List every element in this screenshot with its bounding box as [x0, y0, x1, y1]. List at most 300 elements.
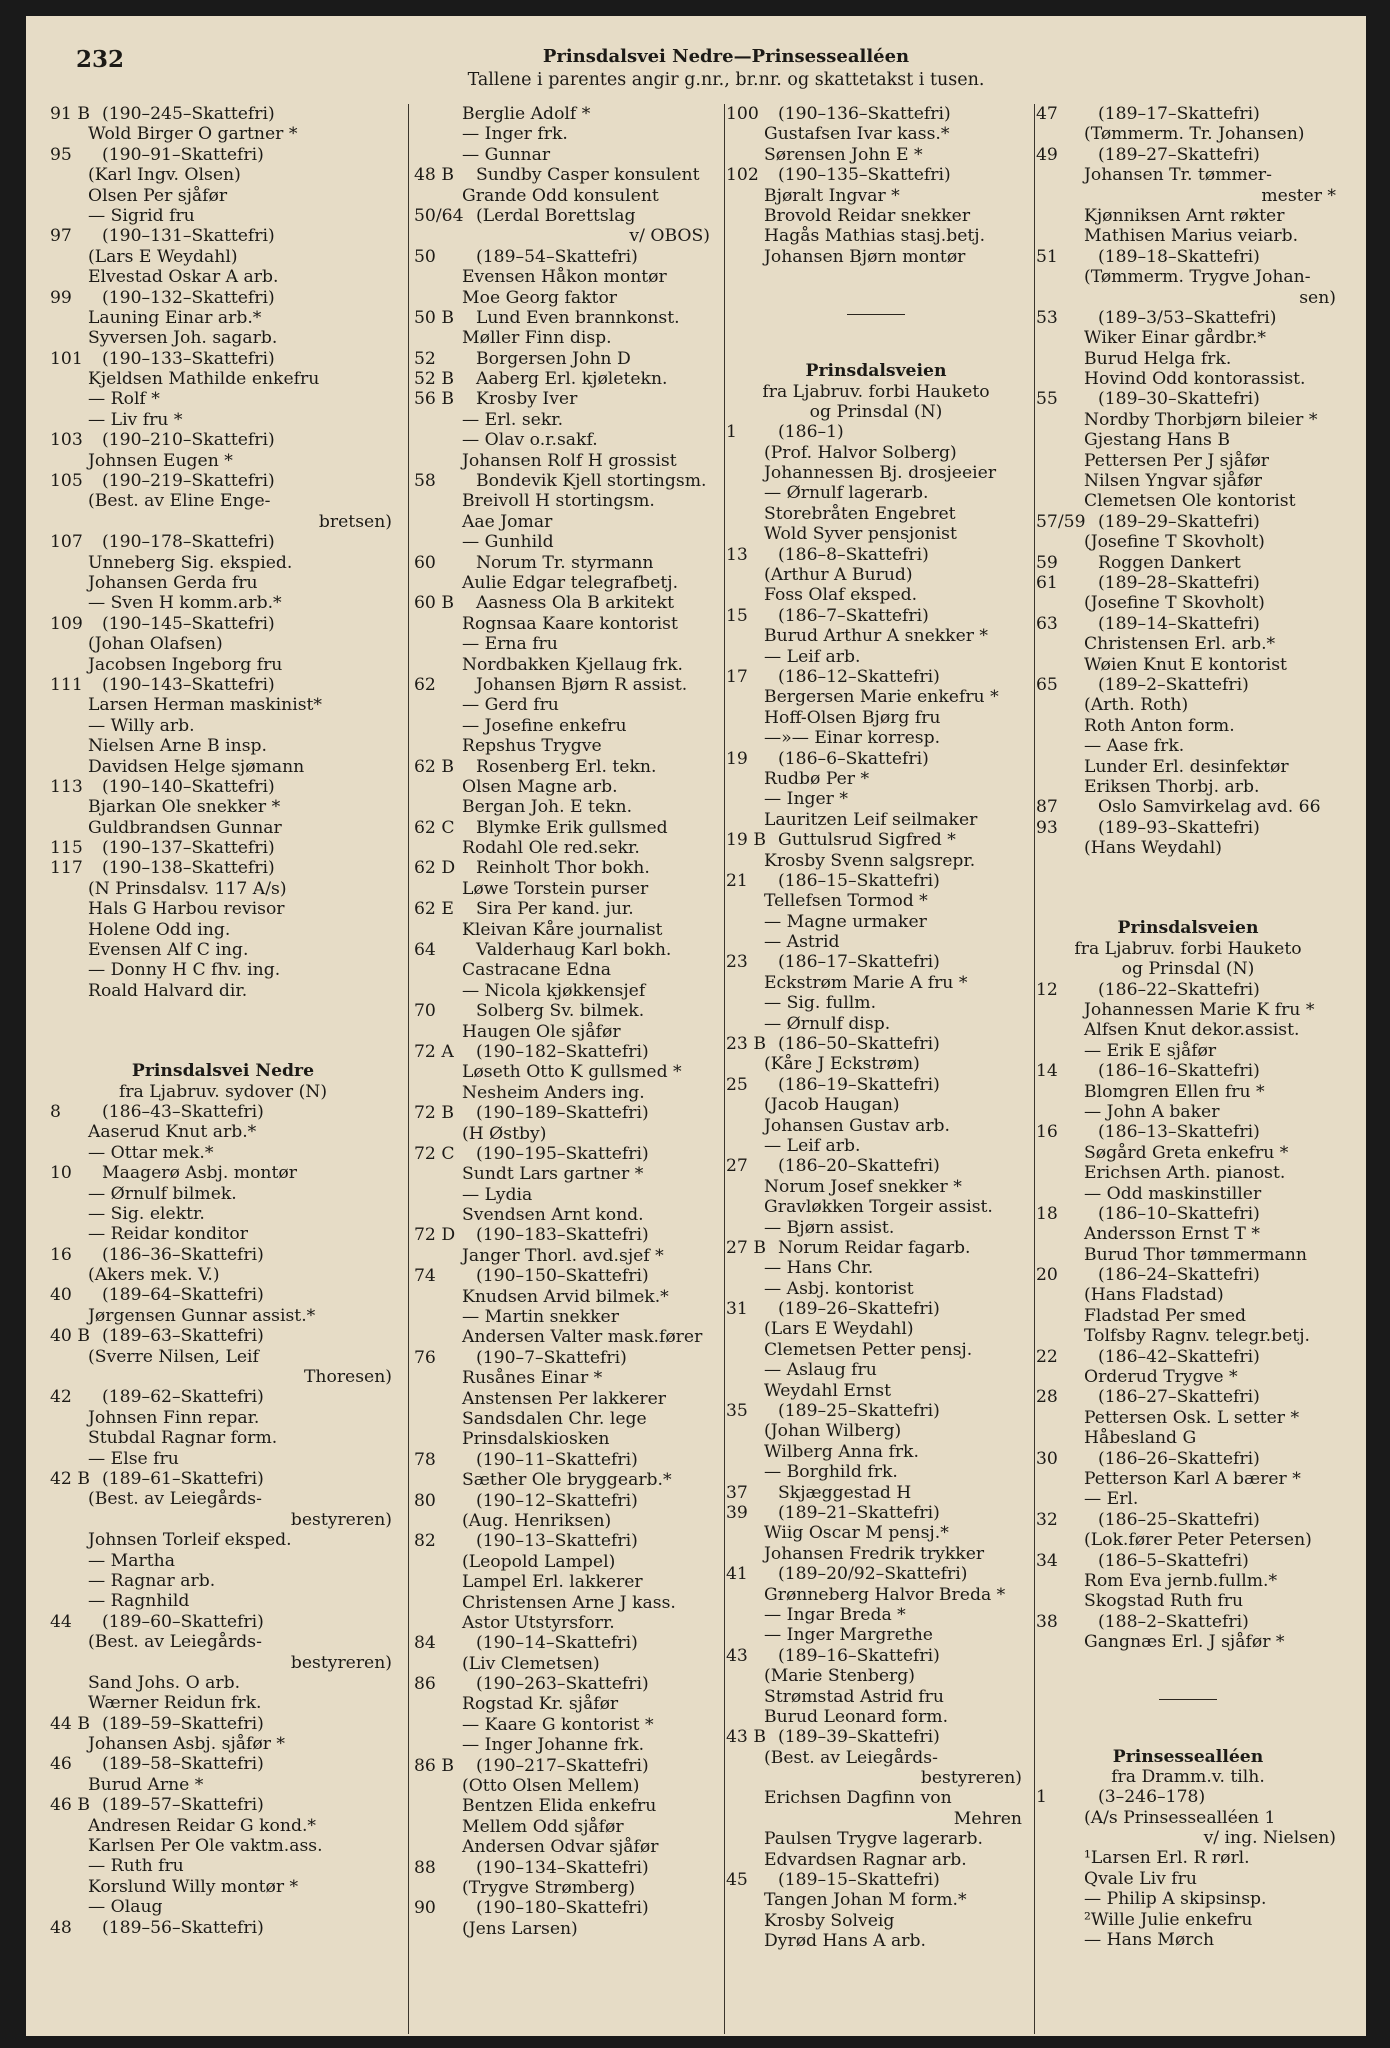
column-divider [408, 104, 409, 2034]
section-rule [726, 297, 1026, 331]
address-entry [414, 389, 714, 409]
house-number: 72 B [414, 1103, 454, 1124]
house-number: 60 [414, 552, 436, 573]
entry-text: (186–7–Skattefri) [778, 605, 929, 626]
resident-line: Roald Halvard dir. [88, 980, 248, 1001]
resident-line: — Ragnhild [88, 1591, 190, 1612]
entry-text: (189–58–Skattefri) [102, 1754, 264, 1775]
house-number: 14 [1036, 1061, 1058, 1082]
address-entry [50, 532, 396, 552]
house-number: 97 [50, 226, 72, 247]
entry-text: Maagerø Asbj. montør [102, 1163, 297, 1184]
house-number: 111 [50, 674, 83, 695]
house-number: 115 [50, 838, 83, 859]
entry-text: (186–26–Skattefri) [1098, 1448, 1260, 1469]
house-number: 93 [1036, 817, 1058, 838]
resident-line: Johansen Rolf H grossist [462, 450, 677, 471]
entry-text: (186–22–Skattefri) [1098, 979, 1260, 1000]
entry-text: (190–210–Skattefri) [102, 430, 275, 451]
resident-line: Sand Johs. O arb. [88, 1672, 241, 1693]
resident-line: Castracane Edna [462, 960, 612, 981]
entry-text: (190–13–Skattefri) [476, 1531, 638, 1552]
resident-line: (Arth. Roth) [1084, 695, 1189, 716]
resident-line: (Liv Clemetsen) [462, 1653, 600, 1674]
resident-line: Løseth Otto K gullsmed * [462, 1062, 682, 1083]
entry-text: (190–138–Skattefri) [102, 858, 275, 879]
house-number: 72 D [414, 1225, 456, 1246]
entry-text: (190–134–Skattefri) [476, 1857, 649, 1878]
house-number: 8 [50, 1101, 61, 1122]
resident-line: — Kaare G kontorist * [462, 1714, 654, 1735]
address-entry [1036, 1787, 1340, 1807]
address-entry [726, 104, 1026, 124]
resident-line: Nordby Thorbjørn bileier * [1084, 409, 1318, 430]
entry-text: Valderhaug Karl bokh. [476, 940, 672, 961]
resident-line: — Martin snekker [462, 1307, 619, 1328]
continuation-line: v/ OBOS) [629, 226, 710, 247]
entry-text: (189–18–Skattefri) [1098, 246, 1260, 267]
resident-line: Rudbø Per * [764, 768, 870, 789]
street-heading: Prinsdalsvei Nedre [131, 1061, 315, 1082]
page-number: 232 [76, 46, 125, 73]
resident-line: Grande Odd konsulent [462, 185, 659, 206]
entry-text: (189–3/53–Skattefri) [1098, 307, 1277, 328]
house-number: 39 [726, 1503, 748, 1523]
house-number: 19 [726, 748, 748, 769]
address-entry [726, 749, 1026, 769]
resident-line: (Josefine T Skovholt) [1084, 593, 1265, 614]
resident-line: Mathisen Marius veiarb. [1084, 226, 1299, 247]
address-entry [1036, 104, 1340, 124]
resident-line: Christensen Erl. arb.* [1084, 634, 1276, 655]
rule-line [847, 314, 905, 315]
entry-text: Borgersen John D [476, 348, 631, 369]
entry-text: (189–93–Skattefri) [1098, 817, 1260, 838]
house-number: 50/64 [414, 205, 464, 226]
resident-line: Rognsaa Kaare kontorist [462, 613, 678, 634]
house-number: 44 [50, 1611, 72, 1632]
resident-line: — Magne urmaker [764, 911, 927, 932]
resident-line: (Trygve Strømberg) [462, 1877, 636, 1898]
house-number: 59 [1036, 552, 1058, 573]
resident-line: Møller Finn disp. [462, 328, 612, 349]
house-number: 101 [50, 348, 83, 369]
address-entry [1036, 1204, 1340, 1224]
entry-text: Aasness Ola B arkitekt [476, 593, 674, 614]
house-number: 17 [726, 666, 748, 687]
resident-line: Tolfsby Ragnv. telegr.betj. [1084, 1326, 1310, 1347]
resident-line: Hovind Odd kontorassist. [1084, 369, 1306, 390]
address-entry [414, 247, 714, 267]
resident-line: — Ruth fru [88, 1856, 184, 1877]
resident-line: Knudsen Arvid bilmek.* [462, 1286, 669, 1307]
entry-text: (186–5–Skattefri) [1098, 1550, 1249, 1571]
resident-line: Grønneberg Halvor Breda * [764, 1584, 1006, 1605]
address-entry [726, 1238, 1026, 1258]
house-number: 78 [414, 1449, 436, 1470]
address-entry [50, 1245, 396, 1265]
address-entry [414, 1674, 714, 1694]
resident-line: (Jacob Haugan) [764, 1095, 900, 1116]
street-description: fra Ljabruv. forbi Hauketo [1074, 938, 1302, 959]
resident-line: Olsen Per sjåfør [88, 185, 228, 206]
house-number: 40 [50, 1285, 72, 1306]
resident-line: Pettersen Osk. L setter * [1084, 1407, 1300, 1428]
resident-line: Bergersen Marie enkefru * [764, 687, 999, 708]
entry-text: (186–16–Skattefri) [1098, 1061, 1260, 1082]
house-number: 23 B [726, 1034, 766, 1055]
resident-line: Sundt Lars gartner * [462, 1164, 644, 1185]
resident-line: Haugen Ole sjåfør [462, 1021, 621, 1042]
resident-line: Kjønniksen Arnt røkter [1084, 205, 1285, 226]
resident-line: Jacobsen Ingeborg fru [88, 654, 283, 675]
resident-line: Erichsen Arth. pianost. [1084, 1163, 1286, 1184]
resident-line: Hoff-Olsen Bjørg fru [764, 707, 941, 728]
entry-text: (190–7–Skattefri) [476, 1347, 627, 1368]
resident-line: (Tømmerm. Trygve Johan- [1084, 267, 1311, 288]
resident-line: Korslund Willy montør * [88, 1876, 299, 1897]
address-entry [50, 145, 396, 165]
resident-line: Bjarkan Ole snekker * [88, 797, 281, 818]
resident-line: Wiker Einar gårdbr.* [1084, 328, 1267, 349]
resident-line: Wøien Knut E kontorist [1084, 654, 1287, 675]
entry-text: (186–43–Skattefri) [102, 1101, 264, 1122]
entry-text: (189–30–Skattefri) [1098, 389, 1260, 410]
address-entry [50, 1612, 396, 1632]
entry-text: Guttulsrud Sigfred * [778, 830, 956, 851]
resident-line: Nesheim Anders ing. [462, 1082, 645, 1103]
entry-text: Bondevik Kjell stortingsm. [476, 471, 707, 492]
address-entry [50, 1469, 396, 1489]
house-number: 87 [1036, 797, 1058, 818]
entry-text: Lund Even brannkonst. [476, 307, 680, 328]
house-number: 38 [1036, 1611, 1058, 1632]
entry-text: (190–183–Skattefri) [476, 1225, 649, 1246]
rule-line [1159, 1699, 1217, 1700]
address-entry [1036, 675, 1340, 695]
resident-line: (Johan Olafsen) [88, 634, 223, 655]
resident-line: — Odd maskinstiller [1084, 1183, 1262, 1204]
entry-text: (189–28–Skattefri) [1098, 572, 1260, 593]
entry-text: (190–263–Skattefri) [476, 1674, 649, 1695]
resident-line: Sørensen John E * [764, 144, 923, 165]
resident-line: Syversen Joh. sagarb. [88, 328, 278, 349]
resident-line: — Inger frk. [462, 124, 568, 145]
address-entry [414, 206, 714, 226]
resident-line: Evensen Alf C ing. [88, 940, 249, 961]
resident-line: Bergan Joh. E tekn. [462, 797, 633, 818]
resident-line: Fladstad Per smed [1084, 1305, 1247, 1326]
house-number: 40 B [50, 1326, 90, 1347]
house-number: 48 B [414, 165, 454, 186]
resident-line: Erichsen Dagfinn von [764, 1788, 952, 1809]
address-entry [726, 1299, 1026, 1319]
resident-line: Gjestang Hans B [1084, 430, 1230, 451]
resident-line: Johansen Asbj. sjåfør * [88, 1734, 286, 1755]
resident-line: (Prof. Halvor Solberg) [764, 442, 957, 463]
resident-line: Blomgren Ellen fru * [1084, 1081, 1265, 1102]
resident-line: Kjeldsen Mathilde enkefru [88, 369, 320, 390]
resident-line: — Erl. sekr. [462, 409, 564, 430]
resident-line: — Olaug [88, 1897, 163, 1918]
street-heading: Prinsdalsveien [1117, 918, 1259, 939]
street-description: fra Ljabruv. forbi Hauketo [762, 381, 990, 402]
address-entry [50, 1918, 396, 1938]
house-number: 1 [726, 422, 737, 443]
entry-text: (190–133–Skattefri) [102, 348, 275, 369]
entry-text: (186–6–Skattefri) [778, 748, 929, 769]
resident-line: — Leif arb. [764, 1135, 861, 1156]
address-entry [726, 871, 1026, 891]
resident-line: (Leopold Lampel) [462, 1551, 616, 1572]
street-description: fra Ljabruv. sydover (N) [118, 1081, 328, 1102]
house-number: 95 [50, 144, 72, 165]
address-entry [414, 1042, 714, 1062]
resident-line: — Ragnar arb. [88, 1570, 216, 1591]
resident-line: Breivoll H stortingsm. [462, 491, 655, 512]
address-entry [1036, 1387, 1340, 1407]
house-number: 10 [50, 1163, 72, 1184]
address-entry [1036, 614, 1340, 634]
street-description: og Prinsdal (N) [1121, 959, 1255, 980]
continuation-line: mester * [1261, 185, 1336, 206]
entry-text: (186–50–Skattefri) [778, 1034, 940, 1055]
directory-page [26, 16, 1366, 2036]
resident-line: Aulie Edgar telegrafbetj. [462, 572, 679, 593]
entry-text: (189–21–Skattefri) [778, 1503, 940, 1523]
address-entry [414, 757, 714, 777]
house-number: 46 [50, 1754, 72, 1775]
resident-line: Petterson Karl A bærer * [1084, 1469, 1301, 1489]
resident-line: Qvale Liv fru [1084, 1868, 1197, 1889]
house-number: 18 [1036, 1203, 1058, 1224]
house-number: 27 B [726, 1237, 766, 1258]
address-entry [1036, 573, 1340, 593]
resident-line: Johansen Tr. tømmer- [1084, 165, 1272, 186]
address-entry [414, 471, 714, 491]
column-2 [414, 104, 714, 1939]
house-number: 45 [726, 1870, 748, 1891]
resident-line: Nordbakken Kjellaug frk. [462, 654, 683, 675]
house-number: 62 C [414, 817, 455, 838]
resident-line: — Sig. fullm. [764, 993, 877, 1014]
entry-text: Aaberg Erl. kjøletekn. [476, 369, 668, 390]
house-number: 20 [1036, 1265, 1058, 1286]
spacer [50, 1001, 396, 1031]
resident-line: Launing Einar arb.* [88, 307, 262, 328]
house-number: 34 [1036, 1550, 1058, 1571]
entry-text: (186–13–Skattefri) [1098, 1122, 1260, 1143]
house-number: 28 [1036, 1387, 1058, 1408]
page-subtitle: Tallene i parentes angir g.nr., br.nr. og skattetakst i tusen. [467, 70, 985, 90]
address-entry [50, 1285, 396, 1305]
resident-line: Lunder Erl. desinfektør [1084, 756, 1289, 777]
resident-line: Paulsen Trygve lagerarb. [764, 1829, 983, 1850]
house-number: 62 E [414, 899, 454, 920]
resident-line: Storebråten Engebret [764, 503, 956, 524]
resident-line: Wold Syver pensjonist [764, 524, 957, 545]
address-entry [50, 614, 396, 634]
resident-line: — Aase frk. [1084, 736, 1185, 757]
resident-line: Johnsen Eugen * [88, 450, 233, 471]
address-entry [726, 545, 1026, 565]
address-entry [1036, 818, 1340, 838]
resident-line: — Aslaug fru [764, 1360, 877, 1381]
resident-line: — Hans Chr. [764, 1258, 874, 1279]
house-number: 109 [50, 613, 83, 634]
house-number: 50 B [414, 307, 454, 328]
resident-line: Burud Leonard form. [764, 1706, 949, 1727]
resident-line: — Erik E sjåfør [1084, 1040, 1217, 1061]
house-number: 105 [50, 471, 83, 492]
entry-text: (190–12–Skattefri) [476, 1490, 638, 1511]
house-number: 31 [726, 1299, 748, 1320]
address-entry [414, 1225, 714, 1245]
entry-text: (186–27–Skattefri) [1098, 1387, 1260, 1408]
resident-line: — Hans Mørch [1084, 1930, 1215, 1951]
address-entry [414, 675, 714, 695]
continuation-line: sen) [1299, 287, 1336, 308]
spacer [726, 267, 1026, 297]
entry-text: (190–219–Skattefri) [102, 471, 275, 492]
entry-text: Roggen Dankert [1098, 552, 1241, 573]
entry-text: (190–145–Skattefri) [102, 613, 275, 634]
address-entry [414, 1348, 714, 1368]
resident-line: — Inger Johanne frk. [462, 1735, 645, 1756]
resident-line: — Martha [88, 1550, 175, 1571]
resident-line: Norum Josef snekker * [764, 1176, 962, 1197]
resident-line: Johansen Fredrik trykker [764, 1543, 985, 1564]
resident-line: Johnsen Finn repar. [88, 1407, 260, 1428]
resident-line: Nilsen Yngvar sjåfør [1084, 471, 1262, 492]
address-entry [726, 830, 1026, 850]
entry-text: (Lerdal Borettslag [476, 205, 636, 226]
resident-line: Lampel Erl. lakkerer [462, 1572, 643, 1593]
resident-line: Sæther Ole bryggearb.* [462, 1470, 672, 1491]
resident-line: Clemetsen Ole kontorist [1084, 491, 1296, 512]
continuation-line: bestyreren) [290, 1652, 392, 1673]
continuation-line: Mehren [953, 1808, 1022, 1829]
spacer [1036, 888, 1340, 918]
house-number: 86 [414, 1674, 436, 1695]
resident-line: Tellefsen Tormod * [764, 891, 928, 912]
address-entry [414, 1491, 714, 1511]
resident-line: (Hans Fladstad) [1084, 1285, 1224, 1306]
address-entry [726, 1483, 1026, 1503]
house-number: 49 [1036, 144, 1058, 165]
entry-text: (189–64–Skattefri) [102, 1285, 264, 1306]
resident-line: — Gunhild [462, 532, 554, 553]
resident-line: — Erl. [1084, 1489, 1139, 1510]
continuation-line: bestyreren) [920, 1768, 1022, 1789]
resident-line: (Marie Stenberg) [764, 1666, 915, 1687]
entry-text: (190–140–Skattefri) [102, 776, 275, 797]
house-number: 65 [1036, 674, 1058, 695]
entry-text: (186–10–Skattefri) [1098, 1203, 1260, 1224]
entry-text: (190–11–Skattefri) [476, 1449, 638, 1470]
address-entry [50, 675, 396, 695]
resident-line: Andersson Ernst T * [1084, 1224, 1260, 1245]
entry-text: (190–132–Skattefri) [102, 287, 275, 308]
address-entry [50, 777, 396, 797]
house-number: 117 [50, 858, 83, 879]
address-entry [726, 1503, 1026, 1523]
entry-text: (189–26–Skattefri) [778, 1299, 940, 1320]
resident-line: — Inger * [764, 789, 848, 810]
street-description: fra Dramm.v. tilh. [1111, 1766, 1265, 1787]
resident-line: Anstensen Per lakkerer [462, 1388, 666, 1409]
address-entry [1036, 980, 1340, 1000]
resident-line: Gustafsen Ivar kass.* [764, 124, 950, 145]
resident-line: Burud Arthur A snekker * [764, 626, 989, 647]
house-number: 74 [414, 1266, 436, 1287]
resident-line: (Karl Ingv. Olsen) [88, 165, 241, 186]
address-entry [50, 1714, 396, 1734]
resident-line: Jørgensen Gunnar assist.* [88, 1305, 316, 1326]
resident-line: — Sigrid fru [88, 205, 195, 226]
resident-line: (Jens Larsen) [462, 1918, 578, 1939]
entry-text: (190–143–Skattefri) [102, 674, 275, 695]
resident-line: Moe Georg faktor [462, 287, 618, 308]
resident-line: — Gerd fru [462, 695, 559, 716]
resident-line: Janger Thorl. avd.sjef * [462, 1245, 664, 1266]
resident-line: Larsen Herman maskinist* [88, 695, 323, 716]
house-number: 53 [1036, 307, 1058, 328]
address-entry [414, 1633, 714, 1653]
resident-line: (Akers mek. V.) [88, 1265, 220, 1286]
entry-text: (186–1) [778, 422, 844, 443]
house-number: 12 [1036, 979, 1058, 1000]
resident-line: Johannessen Bj. drosjeeier [764, 463, 997, 484]
entry-text: (186–42–Skattefri) [1098, 1346, 1260, 1367]
entry-text: (186–12–Skattefri) [778, 666, 940, 687]
resident-line: Wilberg Anna frk. [764, 1441, 919, 1462]
resident-line: (Lars E Weydahl) [88, 246, 238, 267]
resident-line: ²Wille Julie enkefru [1084, 1909, 1253, 1930]
house-number: 13 [726, 544, 748, 565]
column-divider [1034, 104, 1035, 2034]
resident-line: ¹Larsen Erl. R rørl. [1084, 1848, 1250, 1869]
resident-line: (Otto Olsen Mellem) [462, 1776, 640, 1797]
resident-line: — Ingar Breda * [764, 1604, 906, 1625]
entry-text: (190–195–Skattefri) [476, 1143, 649, 1164]
entry-text: Krosby Iver [476, 389, 578, 410]
resident-line: Aaserud Knut arb.* [88, 1122, 257, 1143]
resident-line: Andersen Valter mask.fører [462, 1327, 703, 1348]
house-number: 52 [414, 348, 436, 369]
resident-line: Clemetsen Petter pensj. [764, 1339, 973, 1360]
address-entry [1036, 1551, 1340, 1571]
entry-text: (189–62–Skattefri) [102, 1387, 264, 1408]
address-entry [414, 1001, 714, 1021]
entry-text: (186–15–Skattefri) [778, 870, 940, 891]
entry-text: (189–14–Skattefri) [1098, 613, 1260, 634]
house-number: 30 [1036, 1448, 1058, 1469]
resident-line: Rusånes Einar * [462, 1368, 603, 1389]
resident-line: Johansen Bjørn montør [764, 246, 966, 267]
address-entry [726, 165, 1026, 185]
address-entry [50, 1102, 396, 1122]
continuation-line: bestyreren) [290, 1509, 392, 1530]
resident-line: (Best. av Leiegårds- [88, 1489, 262, 1510]
house-number: 57/59 [1036, 511, 1086, 532]
house-number: 41 [726, 1564, 748, 1585]
address-entry [1036, 1265, 1340, 1285]
entry-text: (186–17–Skattefri) [778, 952, 940, 973]
resident-line: (Best. av Eline Enge- [88, 491, 271, 512]
entry-text: (189–59–Skattefri) [102, 1713, 264, 1734]
entry-text: Sira Per kand. jur. [476, 899, 634, 920]
